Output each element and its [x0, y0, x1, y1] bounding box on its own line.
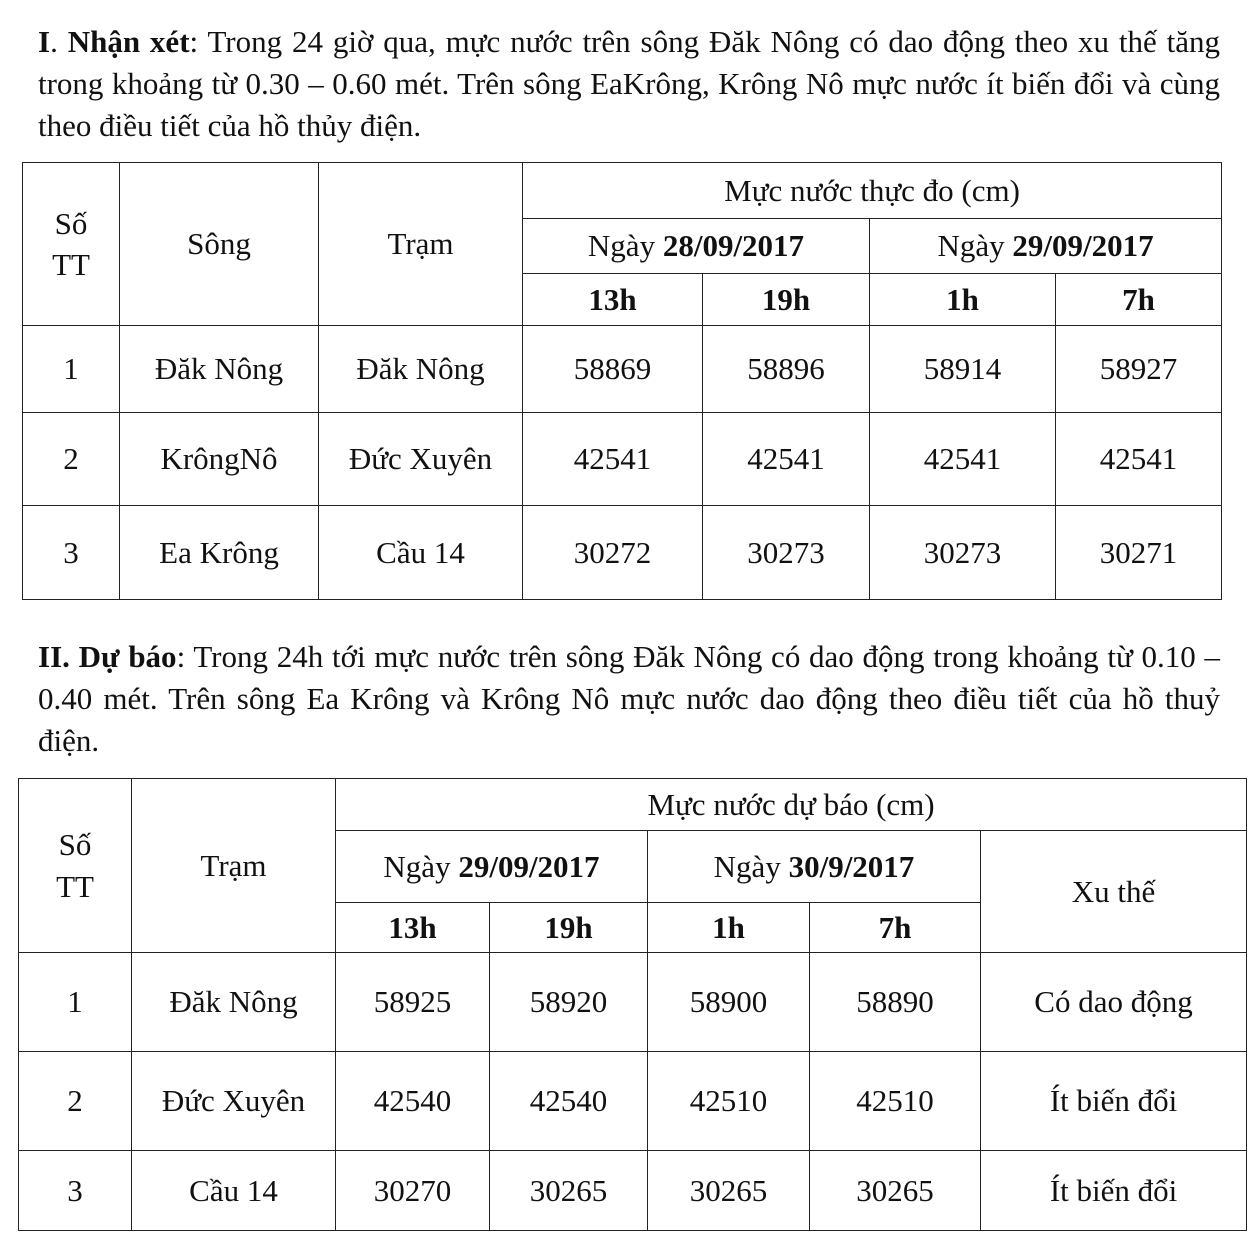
hour-header: 13h [523, 274, 703, 326]
forecast-paragraph [38, 636, 1220, 762]
hour-header: 19h [490, 903, 648, 953]
station-header: Trạm [319, 163, 523, 326]
observation-text: : Trong 24 giờ qua, mực nước trên sông Đăk Nông có dao động theo xu thế tăng trong khoảng từ 0.30 – 0.60 mét. Trên sông EaKrông, Krông Nô mực nước ít biến đổi và cùng theo điều tiết của hồ thủy điện. [38, 24, 1221, 143]
trend-cell: Ít biến đổi [981, 1052, 1247, 1151]
stt-cell: 2 [23, 413, 120, 506]
value-cell: 42541 [703, 413, 870, 506]
value-cell: 30271 [1056, 506, 1222, 600]
table-row [23, 506, 1222, 600]
river-cell: KrôngNô [120, 413, 319, 506]
measured-group-header: Mực nước thực đo (cm) [523, 163, 1222, 219]
station-cell: Cầu 14 [319, 506, 523, 600]
forecast-heading-label: II. Dự báo [38, 639, 177, 674]
value-cell: 58920 [490, 953, 648, 1052]
value-cell: 42510 [810, 1052, 981, 1151]
trend-cell: Ít biến đổi [981, 1151, 1247, 1231]
station-header: Trạm [132, 779, 336, 953]
day-header: Ngày 29/09/2017 [870, 219, 1222, 274]
stt-cell: 1 [23, 326, 120, 413]
observation-heading-label: Nhận xét [67, 24, 190, 59]
forecast-text: : Trong 24h tới mực nước trên sông Đăk Nông có dao động trong khoảng từ 0.10 – 0.40 mét. Trên sông Ea Krông và Krông Nô mực nước dao động theo điều tiết của hồ thuỷ điện. [38, 639, 1221, 758]
value-cell: 42540 [336, 1052, 490, 1151]
value-cell: 30265 [490, 1151, 648, 1231]
value-cell: 58927 [1056, 326, 1222, 413]
hour-header: 19h [703, 274, 870, 326]
hour-header: 13h [336, 903, 490, 953]
value-cell: 58890 [810, 953, 981, 1052]
stt-cell: 2 [19, 1052, 132, 1151]
value-cell: 58869 [523, 326, 703, 413]
station-cell: Đức Xuyên [132, 1052, 336, 1151]
table-row [23, 326, 1222, 413]
value-cell: 30270 [336, 1151, 490, 1231]
hour-header: 7h [810, 903, 981, 953]
value-cell: 30265 [648, 1151, 810, 1231]
river-cell: Đăk Nông [120, 326, 319, 413]
day-header: Ngày 28/09/2017 [523, 219, 870, 274]
value-cell: 42510 [648, 1052, 810, 1151]
value-cell: 30273 [870, 506, 1056, 600]
hour-header: 1h [870, 274, 1056, 326]
trend-cell: Có dao động [981, 953, 1247, 1052]
stt-cell: 1 [19, 953, 132, 1052]
table-row [23, 413, 1222, 506]
stt-header: Số TT [19, 779, 132, 953]
station-cell: Cầu 14 [132, 1151, 336, 1231]
value-cell: 42541 [870, 413, 1056, 506]
value-cell: 58914 [870, 326, 1056, 413]
value-cell: 58896 [703, 326, 870, 413]
value-cell: 42541 [523, 413, 703, 506]
table-row [19, 1052, 1247, 1151]
station-cell: Đăk Nông [132, 953, 336, 1052]
hour-header: 1h [648, 903, 810, 953]
value-cell: 58900 [648, 953, 810, 1052]
value-cell: 30272 [523, 506, 703, 600]
day-header: Ngày 30/9/2017 [648, 831, 981, 903]
river-header: Sông [120, 163, 319, 326]
trend-header: Xu thế [981, 831, 1247, 953]
measured-water-level-table [22, 162, 1222, 600]
day-header: Ngày 29/09/2017 [336, 831, 648, 903]
value-cell: 30265 [810, 1151, 981, 1231]
table-row [19, 953, 1247, 1052]
value-cell: 58925 [336, 953, 490, 1052]
table-row [19, 1151, 1247, 1231]
stt-cell: 3 [23, 506, 120, 600]
stt-cell: 3 [19, 1151, 132, 1231]
forecast-group-header: Mực nước dự báo (cm) [336, 779, 1247, 831]
value-cell: 42541 [1056, 413, 1222, 506]
value-cell: 42540 [490, 1052, 648, 1151]
observation-heading-number: I [38, 24, 51, 59]
stt-header: Số TT [23, 163, 120, 326]
station-cell: Đức Xuyên [319, 413, 523, 506]
value-cell: 30273 [703, 506, 870, 600]
forecast-water-level-table [18, 778, 1247, 1231]
station-cell: Đăk Nông [319, 326, 523, 413]
river-cell: Ea Krông [120, 506, 319, 600]
hour-header: 7h [1056, 274, 1222, 326]
observation-paragraph: I. Nhận xét: Trong 24 giờ qua, mực nước trên sông Đăk Nông có dao động theo xu thế tăng trong khoảng từ 0.30 – 0.60 mét. Trên sông EaKrông, Krông Nô mực nước ít biến đổi và cùng theo điều tiết của hồ thủy điện. [38, 24, 1221, 143]
